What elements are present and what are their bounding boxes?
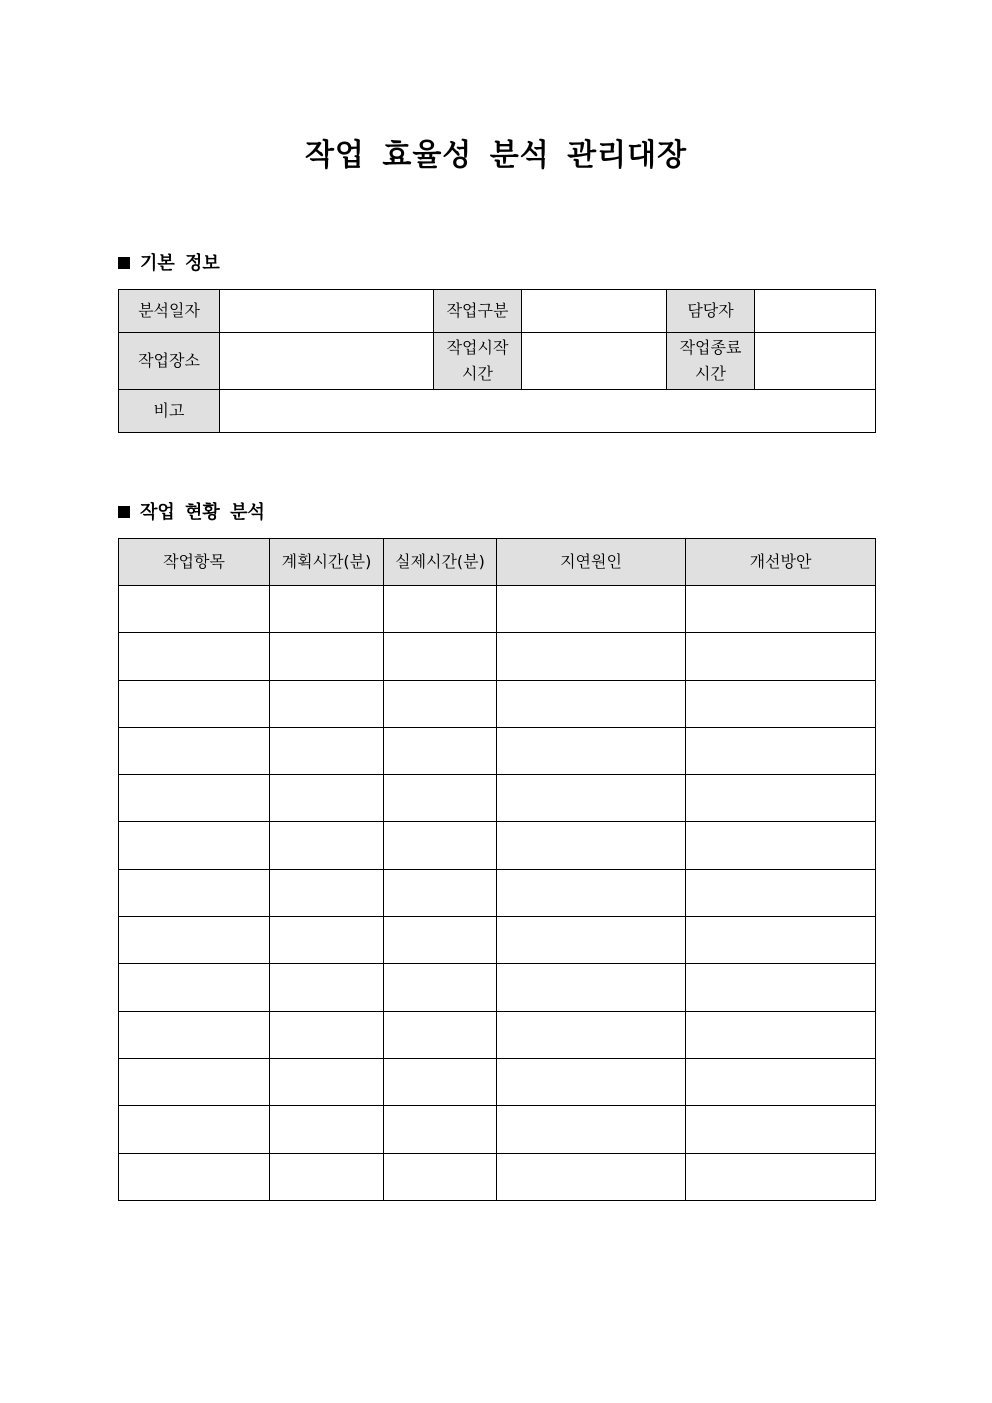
table-row	[119, 727, 876, 774]
start-time-field[interactable]	[522, 333, 667, 390]
start-time-label	[434, 333, 522, 390]
remarks-label: 비고	[119, 390, 220, 433]
actual-time-cell[interactable]	[384, 633, 497, 680]
improvement-plan-cell[interactable]	[686, 633, 876, 680]
actual-time-cell[interactable]	[384, 775, 497, 822]
work-category-field[interactable]	[522, 290, 667, 333]
planned-time-cell[interactable]	[270, 633, 384, 680]
delay-cause-cell[interactable]	[497, 775, 686, 822]
table-row	[119, 1058, 876, 1105]
improvement-plan-cell[interactable]	[686, 775, 876, 822]
work-category-label: 작업구분	[434, 290, 522, 333]
delay-cause-cell[interactable]	[497, 822, 686, 869]
table-row	[119, 775, 876, 822]
person-in-charge-field[interactable]	[755, 290, 876, 333]
work-analysis-table	[118, 538, 876, 1201]
planned-time-cell[interactable]	[270, 1011, 384, 1058]
table-header-row	[119, 539, 876, 586]
column-header-improvement-plan: 개선방안	[686, 539, 876, 586]
planned-time-cell[interactable]	[270, 727, 384, 774]
improvement-plan-cell[interactable]	[686, 586, 876, 633]
planned-time-cell[interactable]	[270, 1106, 384, 1153]
delay-cause-cell[interactable]	[497, 680, 686, 727]
table-row	[119, 586, 876, 633]
end-time-label-line2: 시간	[695, 364, 726, 383]
work-item-cell[interactable]	[119, 586, 270, 633]
planned-time-cell[interactable]	[270, 586, 384, 633]
actual-time-cell[interactable]	[384, 727, 497, 774]
section-heading-label: 기본 정보	[140, 253, 220, 274]
delay-cause-cell[interactable]	[497, 633, 686, 680]
improvement-plan-cell[interactable]	[686, 1058, 876, 1105]
basic-info-table	[118, 289, 876, 433]
table-row	[119, 917, 876, 964]
delay-cause-cell[interactable]	[497, 1011, 686, 1058]
start-time-label-line2: 시간	[462, 364, 493, 383]
planned-time-cell[interactable]	[270, 822, 384, 869]
actual-time-cell[interactable]	[384, 964, 497, 1011]
delay-cause-cell[interactable]	[497, 869, 686, 916]
table-row	[119, 1106, 876, 1153]
work-location-label: 작업장소	[119, 333, 220, 390]
actual-time-cell[interactable]	[384, 822, 497, 869]
column-header-work-item: 작업항목	[119, 539, 270, 586]
column-header-planned-time: 계획시간(분)	[270, 539, 384, 586]
actual-time-cell[interactable]	[384, 1153, 497, 1200]
planned-time-cell[interactable]	[270, 964, 384, 1011]
section-heading-label: 작업 현황 분석	[140, 502, 265, 523]
table-row	[119, 633, 876, 680]
work-item-cell[interactable]	[119, 964, 270, 1011]
planned-time-cell[interactable]	[270, 1058, 384, 1105]
improvement-plan-cell[interactable]	[686, 822, 876, 869]
section-heading-analysis	[118, 501, 265, 525]
actual-time-cell[interactable]	[384, 917, 497, 964]
planned-time-cell[interactable]	[270, 680, 384, 727]
delay-cause-cell[interactable]	[497, 917, 686, 964]
actual-time-cell[interactable]	[384, 869, 497, 916]
work-item-cell[interactable]	[119, 1106, 270, 1153]
end-time-label-line1: 작업종료	[679, 338, 742, 357]
analysis-date-field[interactable]	[220, 290, 434, 333]
work-location-field[interactable]	[220, 333, 434, 390]
table-row	[119, 1011, 876, 1058]
work-item-cell[interactable]	[119, 822, 270, 869]
column-header-actual-time: 실제시간(분)	[384, 539, 497, 586]
work-item-cell[interactable]	[119, 917, 270, 964]
table-row	[119, 869, 876, 916]
planned-time-cell[interactable]	[270, 869, 384, 916]
delay-cause-cell[interactable]	[497, 1058, 686, 1105]
delay-cause-cell[interactable]	[497, 727, 686, 774]
actual-time-cell[interactable]	[384, 680, 497, 727]
actual-time-cell[interactable]	[384, 1106, 497, 1153]
work-item-cell[interactable]	[119, 775, 270, 822]
improvement-plan-cell[interactable]	[686, 680, 876, 727]
planned-time-cell[interactable]	[270, 1153, 384, 1200]
delay-cause-cell[interactable]	[497, 964, 686, 1011]
actual-time-cell[interactable]	[384, 1011, 497, 1058]
end-time-label	[667, 333, 755, 390]
work-item-cell[interactable]	[119, 680, 270, 727]
improvement-plan-cell[interactable]	[686, 1011, 876, 1058]
improvement-plan-cell[interactable]	[686, 964, 876, 1011]
delay-cause-cell[interactable]	[497, 586, 686, 633]
delay-cause-cell[interactable]	[497, 1106, 686, 1153]
improvement-plan-cell[interactable]	[686, 1106, 876, 1153]
work-item-cell[interactable]	[119, 727, 270, 774]
actual-time-cell[interactable]	[384, 1058, 497, 1105]
table-row	[119, 1153, 876, 1200]
improvement-plan-cell[interactable]	[686, 917, 876, 964]
section-heading-basic-info	[118, 252, 220, 276]
end-time-field[interactable]	[755, 333, 876, 390]
improvement-plan-cell[interactable]	[686, 869, 876, 916]
square-bullet-icon	[118, 506, 130, 518]
improvement-plan-cell[interactable]	[686, 727, 876, 774]
remarks-field[interactable]	[220, 390, 876, 433]
analysis-date-label: 분석일자	[119, 290, 220, 333]
work-item-cell[interactable]	[119, 633, 270, 680]
page-title: 작업 효율성 분석 관리대장	[304, 138, 688, 173]
work-item-cell[interactable]	[119, 1011, 270, 1058]
column-header-delay-cause: 지연원인	[497, 539, 686, 586]
table-row	[119, 964, 876, 1011]
table-row	[119, 680, 876, 727]
actual-time-cell[interactable]	[384, 586, 497, 633]
improvement-plan-cell[interactable]	[686, 1153, 876, 1200]
work-item-cell[interactable]	[119, 869, 270, 916]
start-time-label-line1: 작업시작	[446, 338, 509, 357]
table-row	[119, 822, 876, 869]
work-item-cell[interactable]	[119, 1153, 270, 1200]
work-item-cell[interactable]	[119, 1058, 270, 1105]
delay-cause-cell[interactable]	[497, 1153, 686, 1200]
planned-time-cell[interactable]	[270, 775, 384, 822]
planned-time-cell[interactable]	[270, 917, 384, 964]
person-in-charge-label: 담당자	[667, 290, 755, 333]
square-bullet-icon	[118, 257, 130, 269]
